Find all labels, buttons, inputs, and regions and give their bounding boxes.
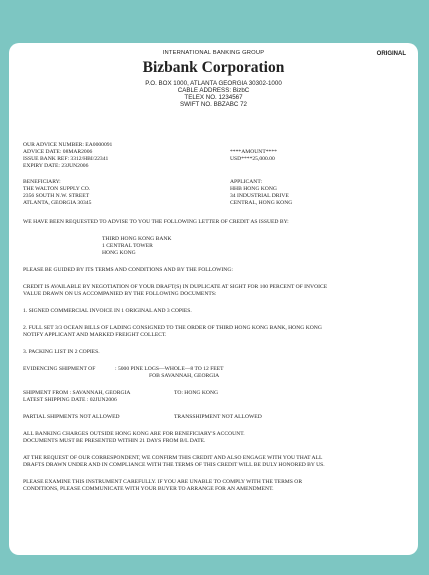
latest-shipping-date: LATEST SHIPPING DATE : 02JUN2006	[23, 397, 117, 403]
evidencing-label: EVIDENCING SHIPMENT OF	[23, 366, 96, 372]
guided-paragraph: PLEASE BE GUIDED BY ITS TERMS AND CONDITIONS AND BY THE FOLLOWING:	[23, 267, 233, 273]
credit-paragraph: VALUE DRAWN ON US ACCOMPANIED BY THE FOLLOWING DOCUMENTS:	[23, 291, 217, 297]
beneficiary-line: 2356 SOUTH N.W. STREET	[23, 193, 90, 199]
cable-address: CABLE ADDRESS: BizbC	[177, 87, 250, 94]
shipment-from: SHIPMENT FROM : SAVANNAH, GEORGIA	[23, 390, 131, 396]
our-advice-number: OUR ADVICE NUMBER: EA0000091	[23, 142, 113, 148]
beneficiary-label: BENEFICIARY:	[23, 179, 61, 185]
charges-paragraph: ALL BANKING CHARGES OUTSIDE HONG KONG ARE FOR BENEFICIARY'S ACCOUNT.	[23, 431, 245, 437]
advice-date: ADVICE DATE: 08MAR2006	[23, 149, 93, 155]
expiry-date: EXPIRY DATE: 23JUN2006	[23, 163, 89, 169]
document-item-2: NOTIFY APPLICANT AND MARKED FREIGHT COLLECT.	[23, 332, 167, 338]
amount-value: USD****25,000.00	[230, 156, 275, 162]
shipment-to: TO: HONG KONG	[174, 390, 219, 396]
issue-bank-ref: ISSUE BANK REF: 3312/HBI/22341	[23, 156, 109, 162]
examine-paragraph: PLEASE EXAMINE THIS INSTRUMENT CAREFULLY. IF YOU ARE UNABLE TO COMPLY WITH THE TERMS OR	[23, 479, 303, 485]
swift-number: SWIFT NO. BBZABC 72	[180, 101, 247, 108]
document-item-3: 3. PACKING LIST IN 2 COPIES.	[23, 349, 100, 355]
original-stamp: ORIGINAL	[376, 51, 406, 57]
amount-label: ****AMOUNT****	[230, 149, 277, 155]
confirmation-paragraph: DRAFTS DRAWN UNDER AND IN COMPLIANCE WITH THE TERMS OF THIS CREDIT WILL BE DULY HONORED BY US.	[23, 462, 325, 468]
evidencing-value: : 5000 PINE LOGS—WHOLE—8 TO 12 FEET	[115, 366, 224, 372]
intro-paragraph: WE HAVE BEEN REQUESTED TO ADVISE TO YOU THE FOLLOWING LETTER OF CREDIT AS ISSUED BY:	[23, 219, 289, 225]
credit-paragraph: CREDIT IS AVAILABLE BY NEGOTIATION OF YOUR DRAFT(S) IN DUPLICATE AT SIGHT FOR 100 PERCENT OF INVOICE	[23, 284, 328, 290]
beneficiary-line: THE WALTON SUPPLY CO.	[23, 186, 91, 192]
bank-name: Bizbank Corporation	[142, 59, 285, 76]
applicant-line: HHB HONG KONG	[230, 186, 277, 192]
bank-address: P.O. BOX 1000, ATLANTA GEORGIA 30302-1000	[145, 80, 282, 87]
charges-paragraph: DOCUMENTS MUST BE PRESENTED WITHIN 21 DAYS FROM B/L DATE.	[23, 438, 206, 444]
evidencing-value: FOB SAVANNAH, GEORGIA	[149, 373, 220, 379]
examine-paragraph: CONDITIONS, PLEASE COMMUNICATE WITH YOUR BUYER TO ARRANGE FOR AN AMENDMENT.	[23, 486, 274, 492]
document-item-2: 2. FULL SET 3/3 OCEAN BILLS OF LADING CONSIGNED TO THE ORDER OF THIRD HONG KONG BANK, HONG KONG	[23, 325, 322, 331]
applicant-line: CENTRAL, HONG KONG	[230, 200, 293, 206]
beneficiary-line: ATLANTA, GEORGIA 30345	[23, 200, 92, 206]
letter-of-credit-document	[9, 43, 418, 555]
confirmation-paragraph: AT THE REQUEST OF OUR CORRESPONDENT, WE CONFIRM THIS CREDIT AND ALSO ENGAGE WITH YOU THAT ALL	[23, 455, 323, 461]
applicant-label: APPLICANT:	[230, 179, 263, 185]
issuer-line: THIRD HONG KONG BANK	[102, 236, 172, 242]
banking-group-heading: INTERNATIONAL BANKING GROUP	[162, 50, 265, 56]
applicant-line: 34 INDUSTRIAL DRIVE	[230, 193, 289, 199]
telex-number: TELEX NO. 1234567	[184, 94, 243, 101]
partial-shipments: PARTIAL SHIPMENTS NOT ALLOWED	[23, 414, 120, 420]
transshipment: TRANSSHIPMENT NOT ALLOWED	[174, 414, 262, 420]
document-item-1: 1. SIGNED COMMERCIAL INVOICE IN 1 ORIGINAL AND 3 COPIES.	[23, 308, 192, 314]
issuer-line: HONG KONG	[102, 250, 136, 256]
issuer-line: 1 CENTRAL TOWER	[102, 243, 153, 249]
